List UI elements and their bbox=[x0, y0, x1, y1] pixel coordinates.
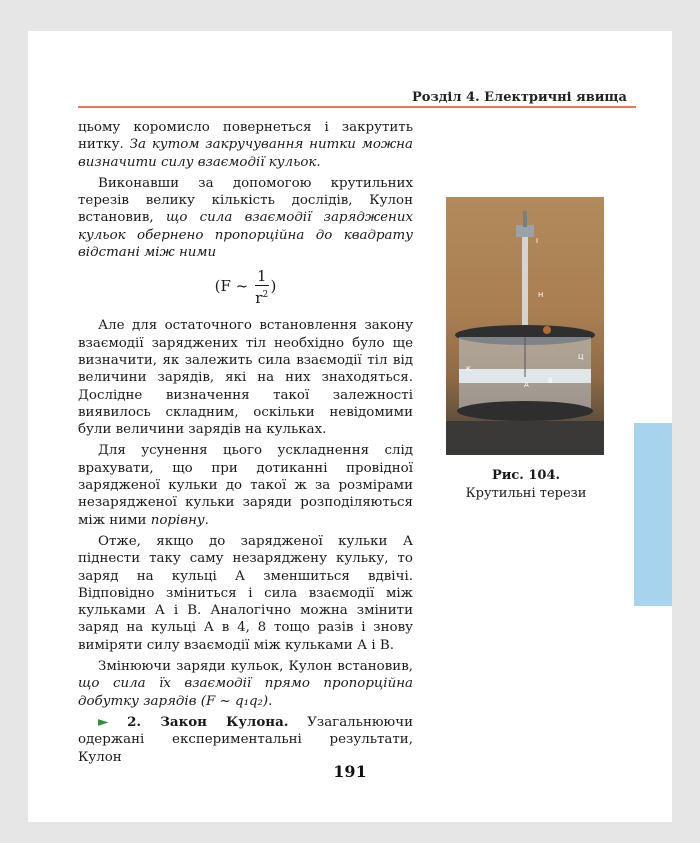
paragraph-7 bbox=[78, 714, 413, 766]
figure-caption bbox=[440, 467, 612, 503]
label-i: І bbox=[536, 237, 539, 245]
section-heading: 2. Закон Кулона. bbox=[127, 713, 289, 730]
base-ring bbox=[457, 401, 593, 421]
label-v: В bbox=[548, 377, 553, 385]
formula-den-base: r bbox=[255, 289, 263, 308]
formula-exponent: 2 bbox=[262, 290, 269, 301]
paragraph-4 bbox=[78, 442, 413, 528]
p4-end: . bbox=[204, 512, 209, 528]
p4-plain: Для усунення цього ускладнення слід врахувати, що при дотиканні провідної зарядженої кульки до такої ж за розмірами незарядженої кульки заряди розподіляються між ними bbox=[78, 443, 413, 528]
torsion-knob bbox=[523, 211, 527, 227]
coulomb-proportion-formula bbox=[78, 267, 413, 307]
p6-italic: що сила їх взаємодії прямо пропорційна добутку зарядів (F ~ q₁q₂) bbox=[78, 676, 413, 709]
main-text-column bbox=[78, 119, 413, 770]
lid-knob bbox=[543, 326, 551, 334]
formula-denominator bbox=[255, 286, 269, 307]
p7-text: Узагальнюючи одержані експериментальні результати, Кулон bbox=[78, 714, 413, 765]
p6-plain: Змінюючи заряди кульок, Кулон встановив, bbox=[98, 659, 413, 675]
p6-end: . bbox=[268, 693, 273, 709]
torsion-balance-illustration bbox=[446, 197, 604, 455]
table-surface bbox=[446, 421, 604, 455]
p1-plain: цьому коромисло повернеться і закрутить нитку. bbox=[78, 120, 413, 153]
label-n: Н bbox=[538, 291, 544, 299]
formula-numerator: 1 bbox=[256, 267, 267, 286]
formula-close: ) bbox=[270, 277, 277, 296]
p2-italic: що сила взаємодії заряджених кульок обернено пропорційна до квадрату відстані між ними bbox=[78, 210, 413, 261]
label-k: К bbox=[466, 365, 471, 373]
formula-open: (F ~ bbox=[214, 277, 253, 296]
figure-label: Рис. 104. bbox=[491, 468, 561, 483]
p2-plain: Виконавши за допомогою крутильних терезів велику кількість дослідів, Кулон встановив, bbox=[78, 175, 413, 226]
torsion-balance-photo bbox=[446, 197, 604, 455]
header-rule bbox=[78, 106, 636, 108]
p1-italic: За кутом закручування нитки можна визначити силу взаємодії кульок. bbox=[78, 137, 413, 170]
section-header: Розділ 4. Електричні явища bbox=[412, 90, 627, 105]
formula-fraction bbox=[255, 267, 269, 307]
page-number: 191 bbox=[333, 762, 367, 781]
paragraph-1 bbox=[78, 119, 413, 171]
p4-italic: порівну bbox=[150, 512, 205, 528]
paragraph-6 bbox=[78, 658, 413, 710]
label-a: А bbox=[524, 381, 529, 389]
glass-tube bbox=[522, 233, 528, 329]
paragraph-2 bbox=[78, 175, 413, 261]
label-ts: Ц bbox=[578, 353, 584, 361]
figure-title: Крутильні терези bbox=[465, 486, 587, 501]
chapter-side-tab bbox=[634, 423, 672, 606]
paragraph-5: Отже, якщо до зарядженої кульки А піднести таку саму незаряджену кульку, то заряд на кульці А зменшиться вдвічі. Відповідно зміниться і сила взаємодії між кульками А і В. Аналогічно можна змінити заряд на кульці А в 4, 8 тощо разів і знову виміряти силу взаємодії між кульками А і В. bbox=[78, 533, 413, 653]
section-marker-icon: ► bbox=[98, 714, 109, 730]
paragraph-3: Але для остаточного встановлення закону взаємодії заряджених тіл необхідно було ще визначити, як залежить сила взаємодії тіл від величини зарядів, які на них знаходяться. Дослідне визначення такої залежності виявилось складним, оскільки невідомими були величини зарядів на кульках. bbox=[78, 318, 413, 438]
